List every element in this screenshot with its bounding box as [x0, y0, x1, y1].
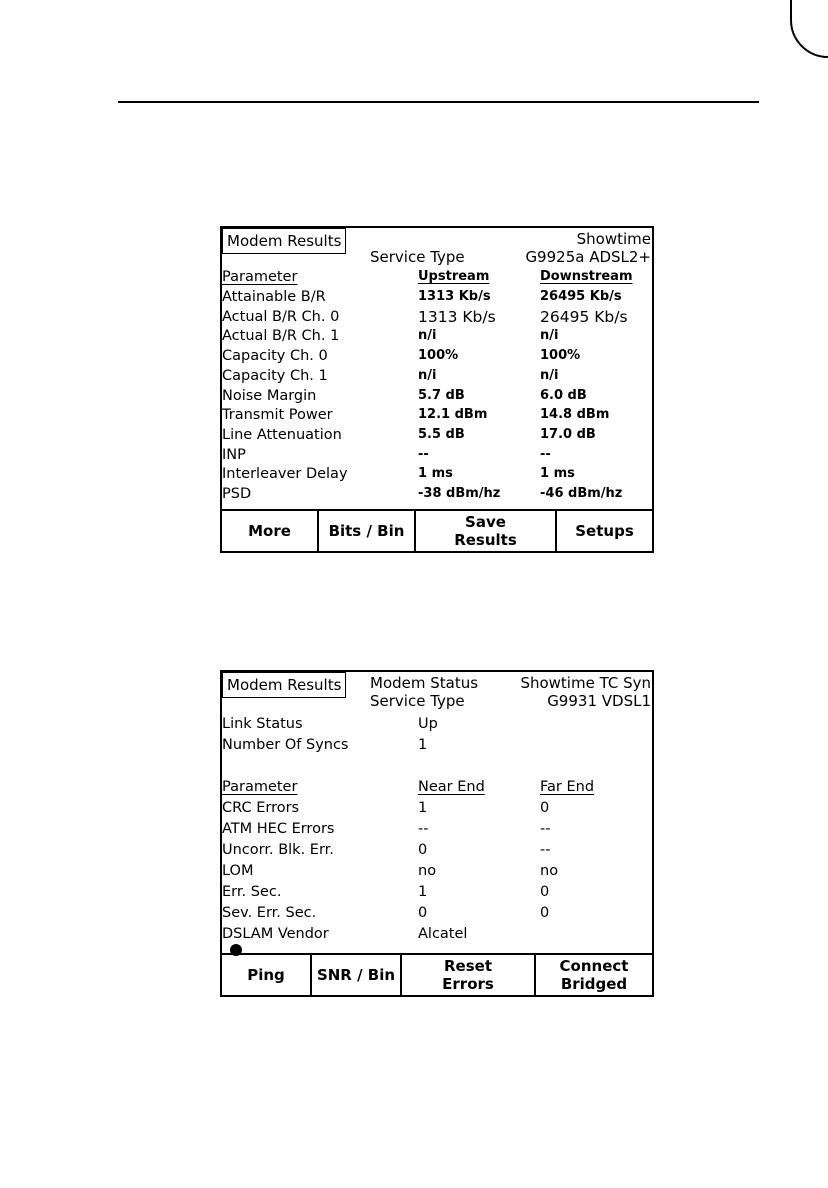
downstream-value: -46 dBm/hz [540, 486, 623, 501]
near-end-value: no [418, 863, 437, 879]
page-corner-tab [790, 0, 828, 58]
downstream-value: 1 ms [540, 466, 575, 482]
parameter-label: DSLAM Vendor [222, 926, 329, 942]
far-end-value: 0 [540, 905, 550, 921]
parameter-label: Capacity Ch. 0 [222, 348, 328, 365]
softkey-bar [222, 953, 652, 995]
ping-button[interactable]: Ping [222, 955, 312, 995]
downstream-value: 26495 Kb/s [540, 289, 622, 304]
column-header-downstream: Downstream [540, 269, 633, 284]
connect-bridged-button[interactable]: Connect Bridged [559, 957, 629, 993]
column-header-far-end: Far End [540, 779, 595, 795]
downstream-value: n/i [540, 328, 559, 344]
parameter-label: Noise Margin [222, 387, 317, 404]
service-type-label: Service Type [370, 692, 465, 710]
link-status-label: Link Status [222, 716, 303, 732]
screen-title: Modem Results [222, 228, 346, 254]
parameter-label: Actual B/R Ch. 1 [222, 328, 340, 345]
parameter-label: Actual B/R Ch. 0 [222, 308, 340, 325]
column-header-upstream: Upstream [418, 269, 490, 284]
parameter-label: Interleaver Delay [222, 466, 348, 483]
far-end-value: 0 [540, 800, 550, 816]
service-type-label: Service Type [370, 248, 465, 266]
upstream-value: 1313 Kb/s [418, 289, 491, 304]
bits-per-bin-button[interactable]: Bits / Bin [319, 511, 416, 551]
status-text: Showtime [576, 230, 651, 248]
column-header-near-end: Near End [418, 779, 485, 795]
screen-title: Modem Results [222, 672, 346, 698]
upstream-value: 5.5 dB [418, 426, 465, 442]
service-type-value: G9925a ADSL2+ [525, 248, 651, 266]
upstream-value: 1 ms [418, 466, 453, 482]
column-header-parameter: Parameter [222, 779, 298, 795]
parameter-label: Sev. Err. Sec. [222, 905, 317, 921]
upstream-value: -- [418, 446, 429, 462]
parameter-label: CRC Errors [222, 800, 300, 816]
status-text: Showtime TC Syn [520, 674, 651, 692]
upstream-value: 5.7 dB [418, 387, 465, 403]
parameter-label: Uncorr. Blk. Err. [222, 842, 334, 858]
parameter-label: ATM HEC Errors [222, 821, 335, 837]
header-rule [118, 101, 759, 103]
near-end-value: 0 [418, 842, 428, 858]
downstream-value: 14.8 dBm [540, 407, 610, 423]
more-button[interactable]: More [222, 511, 319, 551]
near-end-value: 0 [418, 905, 428, 921]
modem-status-label: Modem Status [370, 674, 479, 692]
save-results-button[interactable]: Save Results [416, 511, 557, 551]
far-end-value: no [540, 863, 559, 879]
near-end-value: 1 [418, 884, 428, 900]
upstream-value: 1313 Kb/s [418, 307, 496, 326]
far-end-value: 0 [540, 884, 550, 900]
softkey-bar [222, 509, 652, 551]
far-end-value: -- [540, 842, 551, 858]
downstream-value: n/i [540, 367, 559, 383]
parameter-label: Line Attenuation [222, 426, 342, 443]
link-status-value: Up [418, 716, 438, 732]
near-end-value: Alcatel [418, 926, 468, 942]
snr-per-bin-button[interactable]: SNR / Bin [312, 955, 402, 995]
parameter-label: PSD [222, 486, 252, 502]
parameter-label: Transmit Power [222, 407, 333, 424]
upstream-value: n/i [418, 367, 437, 383]
far-end-value: -- [540, 821, 551, 837]
upstream-value: -38 dBm/hz [418, 486, 501, 501]
setups-button[interactable]: Setups [575, 522, 634, 540]
modem-results-screen-errors [220, 670, 654, 997]
reset-errors-button[interactable]: Reset Errors [402, 955, 536, 995]
downstream-value: 17.0 dB [540, 426, 596, 442]
parameter-label: Capacity Ch. 1 [222, 367, 328, 384]
service-type-value: G9931 VDSL1 [547, 692, 651, 710]
upstream-value: 100% [418, 348, 459, 364]
parameter-label: Attainable B/R [222, 289, 326, 305]
modem-results-screen-upstream [220, 226, 654, 553]
downstream-value: 100% [540, 348, 581, 364]
downstream-value: 26495 Kb/s [540, 307, 628, 326]
upstream-value: n/i [418, 328, 437, 344]
syncs-label: Number Of Syncs [222, 737, 349, 753]
column-header-parameter: Parameter [222, 269, 298, 285]
near-end-value: 1 [418, 800, 428, 816]
downstream-value: -- [540, 446, 551, 462]
parameter-label: INP [222, 446, 246, 463]
syncs-value: 1 [418, 737, 428, 753]
upstream-value: 12.1 dBm [418, 407, 488, 423]
near-end-value: -- [418, 821, 429, 837]
downstream-value: 6.0 dB [540, 387, 587, 403]
parameter-label: LOM [222, 863, 254, 879]
parameter-label: Err. Sec. [222, 884, 282, 900]
